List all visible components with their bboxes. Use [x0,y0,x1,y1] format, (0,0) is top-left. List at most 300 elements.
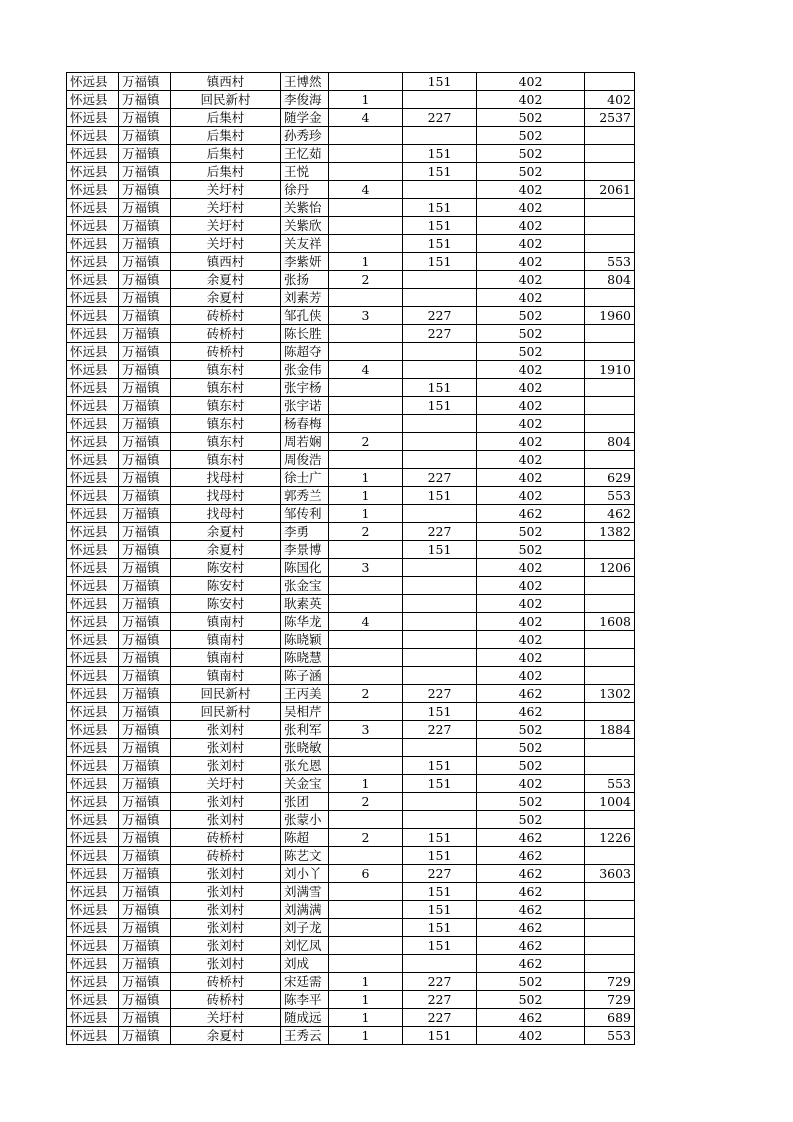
amount-b-cell: 502 [477,325,585,343]
amount-b-cell: 402 [477,433,585,451]
county-cell: 怀远县 [67,253,119,271]
village-cell: 关圩村 [171,217,281,235]
total-cell: 1206 [585,559,635,577]
town-cell: 万福镇 [119,415,171,433]
name-cell: 张金宝 [281,577,329,595]
town-cell: 万福镇 [119,271,171,289]
county-cell: 怀远县 [67,307,119,325]
table-row [67,595,635,613]
amount-a-cell [403,649,477,667]
county-cell: 怀远县 [67,667,119,685]
county-cell: 怀远县 [67,631,119,649]
amount-b-cell: 462 [477,1009,585,1027]
county-cell: 怀远县 [67,91,119,109]
count-cell: 1 [329,973,403,991]
name-cell: 关紫欣 [281,217,329,235]
amount-a-cell: 151 [403,541,477,559]
town-cell: 万福镇 [119,217,171,235]
amount-a-cell [403,127,477,145]
county-cell: 怀远县 [67,1027,119,1045]
table-row [67,109,635,127]
amount-b-cell: 502 [477,757,585,775]
county-cell: 怀远县 [67,145,119,163]
village-cell: 砖桥村 [171,991,281,1009]
total-cell [585,631,635,649]
amount-a-cell: 227 [403,685,477,703]
name-cell: 陈艺文 [281,847,329,865]
amount-a-cell: 227 [403,325,477,343]
name-cell: 关友祥 [281,235,329,253]
amount-b-cell: 402 [477,1027,585,1045]
town-cell: 万福镇 [119,73,171,91]
village-cell: 余夏村 [171,289,281,307]
village-cell: 张刘村 [171,721,281,739]
county-cell: 怀远县 [67,235,119,253]
village-cell: 找母村 [171,469,281,487]
village-cell: 张刘村 [171,955,281,973]
amount-a-cell: 151 [403,163,477,181]
amount-b-cell: 502 [477,811,585,829]
town-cell: 万福镇 [119,901,171,919]
name-cell: 李紫妍 [281,253,329,271]
county-cell: 怀远县 [67,1009,119,1027]
town-cell: 万福镇 [119,343,171,361]
village-cell: 关圩村 [171,181,281,199]
total-cell [585,451,635,469]
town-cell: 万福镇 [119,613,171,631]
amount-b-cell: 462 [477,865,585,883]
total-cell: 1608 [585,613,635,631]
name-cell: 周若娴 [281,433,329,451]
table-row [67,991,635,1009]
amount-b-cell: 462 [477,505,585,523]
amount-b-cell: 402 [477,487,585,505]
table-row [67,937,635,955]
name-cell: 张团 [281,793,329,811]
amount-a-cell [403,433,477,451]
table-row [67,217,635,235]
table-row [67,289,635,307]
town-cell: 万福镇 [119,739,171,757]
count-cell: 3 [329,307,403,325]
village-cell: 砖桥村 [171,973,281,991]
count-cell [329,289,403,307]
town-cell: 万福镇 [119,541,171,559]
total-cell: 553 [585,1027,635,1045]
name-cell: 张宇诺 [281,397,329,415]
name-cell: 张金伟 [281,361,329,379]
name-cell: 徐士广 [281,469,329,487]
amount-a-cell [403,577,477,595]
amount-a-cell: 151 [403,901,477,919]
county-cell: 怀远县 [67,505,119,523]
table-row [67,469,635,487]
amount-a-cell [403,271,477,289]
amount-b-cell: 502 [477,145,585,163]
table-row [67,91,635,109]
village-cell: 关圩村 [171,235,281,253]
total-cell [585,397,635,415]
amount-b-cell: 462 [477,685,585,703]
table-row [67,307,635,325]
count-cell: 2 [329,433,403,451]
town-cell: 万福镇 [119,289,171,307]
amount-b-cell: 402 [477,91,585,109]
town-cell: 万福镇 [119,829,171,847]
county-cell: 怀远县 [67,361,119,379]
county-cell: 怀远县 [67,991,119,1009]
amount-b-cell: 402 [477,217,585,235]
town-cell: 万福镇 [119,577,171,595]
table-row [67,253,635,271]
count-cell [329,919,403,937]
village-cell: 镇南村 [171,649,281,667]
name-cell: 刘忆凤 [281,937,329,955]
name-cell: 陈超 [281,829,329,847]
town-cell: 万福镇 [119,703,171,721]
county-cell: 怀远县 [67,559,119,577]
total-cell [585,703,635,721]
town-cell: 万福镇 [119,973,171,991]
count-cell [329,757,403,775]
amount-b-cell: 462 [477,937,585,955]
amount-b-cell: 402 [477,253,585,271]
count-cell [329,379,403,397]
village-cell: 砖桥村 [171,325,281,343]
count-cell [329,847,403,865]
table-row [67,181,635,199]
town-cell: 万福镇 [119,505,171,523]
county-cell: 怀远县 [67,829,119,847]
name-cell: 张扬 [281,271,329,289]
count-cell: 1 [329,991,403,1009]
amount-b-cell: 502 [477,109,585,127]
count-cell [329,415,403,433]
county-cell: 怀远县 [67,451,119,469]
count-cell [329,325,403,343]
amount-b-cell: 402 [477,271,585,289]
county-cell: 怀远县 [67,487,119,505]
count-cell [329,883,403,901]
village-cell: 张刘村 [171,919,281,937]
total-cell [585,667,635,685]
village-cell: 后集村 [171,127,281,145]
roster-table [66,72,635,1045]
village-cell: 张刘村 [171,793,281,811]
count-cell: 3 [329,721,403,739]
amount-a-cell: 151 [403,937,477,955]
village-cell: 回民新村 [171,703,281,721]
county-cell: 怀远县 [67,163,119,181]
village-cell: 砖桥村 [171,307,281,325]
table-row [67,865,635,883]
name-cell: 张宇杨 [281,379,329,397]
name-cell: 随成远 [281,1009,329,1027]
county-cell: 怀远县 [67,469,119,487]
town-cell: 万福镇 [119,595,171,613]
county-cell: 怀远县 [67,415,119,433]
village-cell: 找母村 [171,487,281,505]
total-cell [585,847,635,865]
amount-b-cell: 502 [477,973,585,991]
count-cell: 1 [329,1009,403,1027]
total-cell: 1884 [585,721,635,739]
town-cell: 万福镇 [119,523,171,541]
amount-b-cell: 502 [477,739,585,757]
village-cell: 镇南村 [171,613,281,631]
total-cell [585,199,635,217]
name-cell: 张晓敏 [281,739,329,757]
name-cell: 刘子龙 [281,919,329,937]
county-cell: 怀远县 [67,901,119,919]
name-cell: 王悦 [281,163,329,181]
amount-a-cell [403,739,477,757]
county-cell: 怀远县 [67,685,119,703]
town-cell: 万福镇 [119,361,171,379]
town-cell: 万福镇 [119,631,171,649]
name-cell: 刘满雪 [281,883,329,901]
county-cell: 怀远县 [67,757,119,775]
town-cell: 万福镇 [119,235,171,253]
name-cell: 陈李平 [281,991,329,1009]
amount-a-cell [403,289,477,307]
amount-a-cell [403,811,477,829]
village-cell: 找母村 [171,505,281,523]
table-row [67,343,635,361]
total-cell [585,343,635,361]
name-cell: 关金宝 [281,775,329,793]
count-cell: 2 [329,685,403,703]
count-cell [329,649,403,667]
total-cell [585,595,635,613]
count-cell: 1 [329,253,403,271]
village-cell: 张刘村 [171,865,281,883]
count-cell: 4 [329,613,403,631]
total-cell [585,757,635,775]
amount-a-cell: 151 [403,253,477,271]
count-cell [329,451,403,469]
village-cell: 张刘村 [171,937,281,955]
amount-b-cell: 402 [477,631,585,649]
table-row [67,397,635,415]
count-cell: 4 [329,361,403,379]
total-cell [585,649,635,667]
amount-b-cell: 402 [477,469,585,487]
amount-a-cell: 151 [403,487,477,505]
count-cell: 1 [329,487,403,505]
table-row [67,577,635,595]
table-row [67,361,635,379]
amount-a-cell [403,559,477,577]
count-cell: 2 [329,829,403,847]
amount-b-cell: 402 [477,73,585,91]
count-cell [329,955,403,973]
village-cell: 张刘村 [171,739,281,757]
county-cell: 怀远县 [67,289,119,307]
amount-a-cell: 151 [403,217,477,235]
county-cell: 怀远县 [67,775,119,793]
town-cell: 万福镇 [119,379,171,397]
total-cell: 629 [585,469,635,487]
total-cell: 553 [585,253,635,271]
town-cell: 万福镇 [119,253,171,271]
amount-a-cell: 151 [403,73,477,91]
village-cell: 镇东村 [171,379,281,397]
amount-a-cell: 151 [403,379,477,397]
village-cell: 砖桥村 [171,829,281,847]
town-cell: 万福镇 [119,937,171,955]
count-cell [329,901,403,919]
town-cell: 万福镇 [119,865,171,883]
county-cell: 怀远县 [67,73,119,91]
amount-a-cell: 227 [403,991,477,1009]
count-cell: 4 [329,109,403,127]
name-cell: 王博然 [281,73,329,91]
amount-b-cell: 502 [477,991,585,1009]
count-cell [329,595,403,613]
name-cell: 李景博 [281,541,329,559]
table-row [67,1027,635,1045]
table-row [67,631,635,649]
amount-a-cell [403,613,477,631]
count-cell [329,703,403,721]
total-cell [585,955,635,973]
total-cell: 729 [585,973,635,991]
amount-a-cell [403,343,477,361]
amount-a-cell: 151 [403,1027,477,1045]
village-cell: 陈安村 [171,559,281,577]
table-row [67,793,635,811]
table-row [67,163,635,181]
town-cell: 万福镇 [119,181,171,199]
amount-a-cell: 227 [403,865,477,883]
town-cell: 万福镇 [119,469,171,487]
total-cell: 1960 [585,307,635,325]
count-cell: 1 [329,505,403,523]
village-cell: 镇西村 [171,73,281,91]
count-cell [329,739,403,757]
table-row [67,451,635,469]
amount-a-cell [403,91,477,109]
county-cell: 怀远县 [67,433,119,451]
amount-a-cell: 151 [403,919,477,937]
county-cell: 怀远县 [67,577,119,595]
table-row [67,325,635,343]
name-cell: 李勇 [281,523,329,541]
village-cell: 余夏村 [171,1027,281,1045]
county-cell: 怀远县 [67,703,119,721]
amount-a-cell: 151 [403,703,477,721]
village-cell: 后集村 [171,145,281,163]
amount-a-cell [403,595,477,613]
total-cell: 3603 [585,865,635,883]
name-cell: 陈华龙 [281,613,329,631]
name-cell: 陈晓颖 [281,631,329,649]
name-cell: 张利军 [281,721,329,739]
village-cell: 张刘村 [171,811,281,829]
count-cell [329,145,403,163]
amount-b-cell: 402 [477,451,585,469]
county-cell: 怀远县 [67,649,119,667]
amount-b-cell: 402 [477,775,585,793]
total-cell: 804 [585,433,635,451]
town-cell: 万福镇 [119,793,171,811]
name-cell: 张蒙小 [281,811,329,829]
town-cell: 万福镇 [119,109,171,127]
town-cell: 万福镇 [119,649,171,667]
village-cell: 关圩村 [171,775,281,793]
table-row [67,739,635,757]
table-row [67,1009,635,1027]
count-cell [329,217,403,235]
table-row [67,901,635,919]
amount-b-cell: 402 [477,397,585,415]
total-cell [585,541,635,559]
name-cell: 刘素芳 [281,289,329,307]
count-cell [329,631,403,649]
village-cell: 张刘村 [171,883,281,901]
amount-a-cell: 227 [403,307,477,325]
village-cell: 张刘村 [171,757,281,775]
table-row [67,847,635,865]
name-cell: 邹传利 [281,505,329,523]
roster-sheet [66,72,635,1045]
village-cell: 后集村 [171,163,281,181]
total-cell: 729 [585,991,635,1009]
county-cell: 怀远县 [67,541,119,559]
count-cell: 4 [329,181,403,199]
table-row [67,271,635,289]
table-row [67,811,635,829]
amount-b-cell: 402 [477,415,585,433]
county-cell: 怀远县 [67,523,119,541]
amount-b-cell: 462 [477,955,585,973]
table-row [67,667,635,685]
town-cell: 万福镇 [119,325,171,343]
table-row [67,829,635,847]
total-cell: 2061 [585,181,635,199]
total-cell [585,163,635,181]
table-row [67,703,635,721]
amount-b-cell: 402 [477,199,585,217]
amount-a-cell: 151 [403,829,477,847]
town-cell: 万福镇 [119,91,171,109]
county-cell: 怀远县 [67,217,119,235]
total-cell [585,937,635,955]
amount-b-cell: 402 [477,649,585,667]
name-cell: 孙秀珍 [281,127,329,145]
town-cell: 万福镇 [119,811,171,829]
village-cell: 后集村 [171,109,281,127]
name-cell: 杨春梅 [281,415,329,433]
table-row [67,199,635,217]
total-cell [585,127,635,145]
county-cell: 怀远县 [67,199,119,217]
total-cell [585,217,635,235]
table-row [67,73,635,91]
table-row [67,883,635,901]
total-cell [585,577,635,595]
village-cell: 镇东村 [171,451,281,469]
town-cell: 万福镇 [119,721,171,739]
count-cell [329,577,403,595]
town-cell: 万福镇 [119,1009,171,1027]
county-cell: 怀远县 [67,793,119,811]
village-cell: 镇东村 [171,397,281,415]
amount-b-cell: 502 [477,793,585,811]
town-cell: 万福镇 [119,307,171,325]
total-cell [585,901,635,919]
